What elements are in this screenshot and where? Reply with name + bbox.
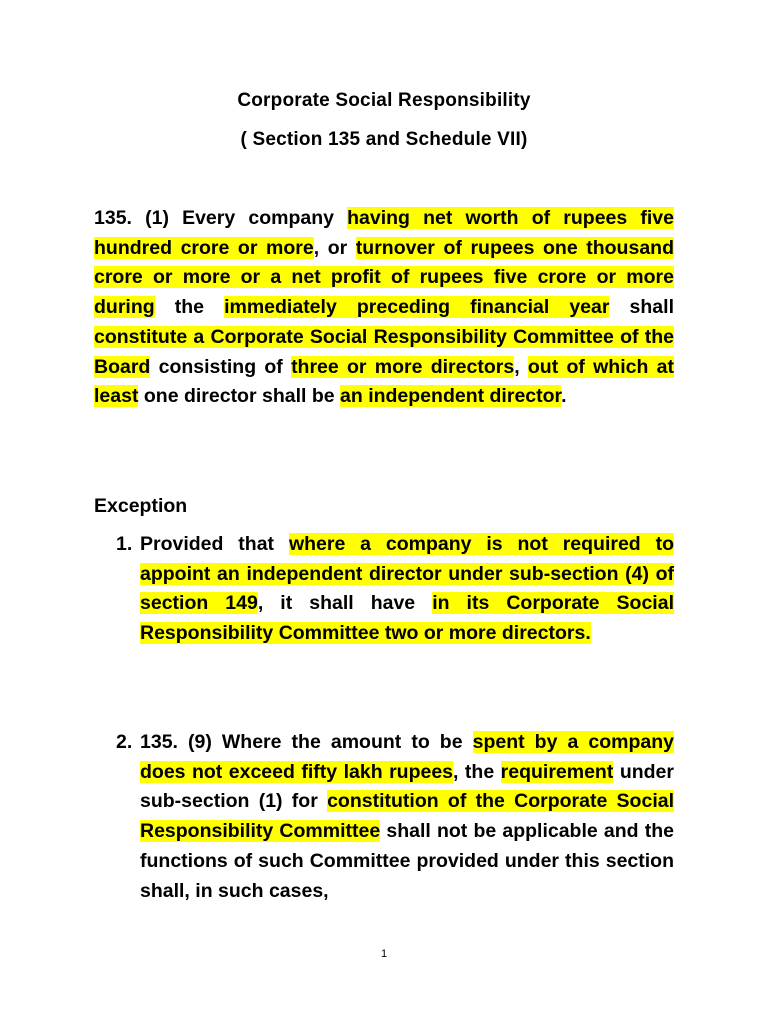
- highlighted-text: where a company is not required to appoint an independent director under sub-section (4) of section 149: [140, 533, 674, 615]
- page-number: 1: [380, 948, 388, 960]
- body-text: , it shall have: [257, 592, 433, 615]
- body-text: one director shall be: [138, 385, 341, 408]
- body-text: ,: [514, 355, 528, 378]
- highlighted-text: in its Corporate Social Responsibility Committee two or more directors.: [140, 592, 674, 645]
- highlighted-text: having net worth of rupees five hundred crore or more: [94, 207, 674, 259]
- highlighted-text: an independent director: [340, 385, 562, 408]
- body-text: shall: [609, 296, 674, 319]
- body-text: 135. (1) Every company: [94, 207, 348, 229]
- section-135-paragraph: [94, 204, 674, 412]
- list-number-2: 2.: [116, 731, 133, 753]
- highlighted-text: turnover of rupees one thousand crore or more or a net profit of rupees five crore or more during: [94, 236, 674, 319]
- exception-item-1: [140, 530, 674, 649]
- highlighted-text: constitution of the Corporate Social Responsibility Committee: [140, 790, 674, 843]
- exception-item-2: [140, 728, 674, 906]
- body-text: Provided that: [140, 533, 289, 555]
- highlighted-text: immediately preceding financial year: [224, 296, 610, 319]
- body-text: , the: [453, 760, 501, 783]
- list-number-1: 1.: [116, 533, 133, 555]
- highlighted-text: out of which at least: [94, 355, 674, 408]
- body-text: .: [561, 385, 567, 408]
- body-text: 135. (9) Where the amount to be: [140, 731, 473, 753]
- body-text: shall not be applicable and the functions of such Committee provided under this section shall, in such cases,: [140, 820, 674, 902]
- body-text: , or: [313, 236, 356, 259]
- highlighted-text: spent by a company does not exceed fifty lakh rupees: [140, 731, 674, 783]
- highlighted-text: three or more directors: [291, 355, 515, 378]
- document-subtitle: ( Section 135 and Schedule VII): [240, 129, 528, 150]
- highlighted-text: requirement: [500, 760, 614, 783]
- body-text: the: [154, 296, 225, 319]
- document-title: Corporate Social Responsibility: [237, 90, 531, 111]
- highlighted-text: constitute a Corporate Social Responsibility Committee of the Board: [94, 325, 674, 378]
- body-text: under sub-section (1) for: [140, 760, 674, 813]
- exception-heading: Exception: [94, 495, 188, 517]
- body-text: consisting of: [150, 355, 292, 378]
